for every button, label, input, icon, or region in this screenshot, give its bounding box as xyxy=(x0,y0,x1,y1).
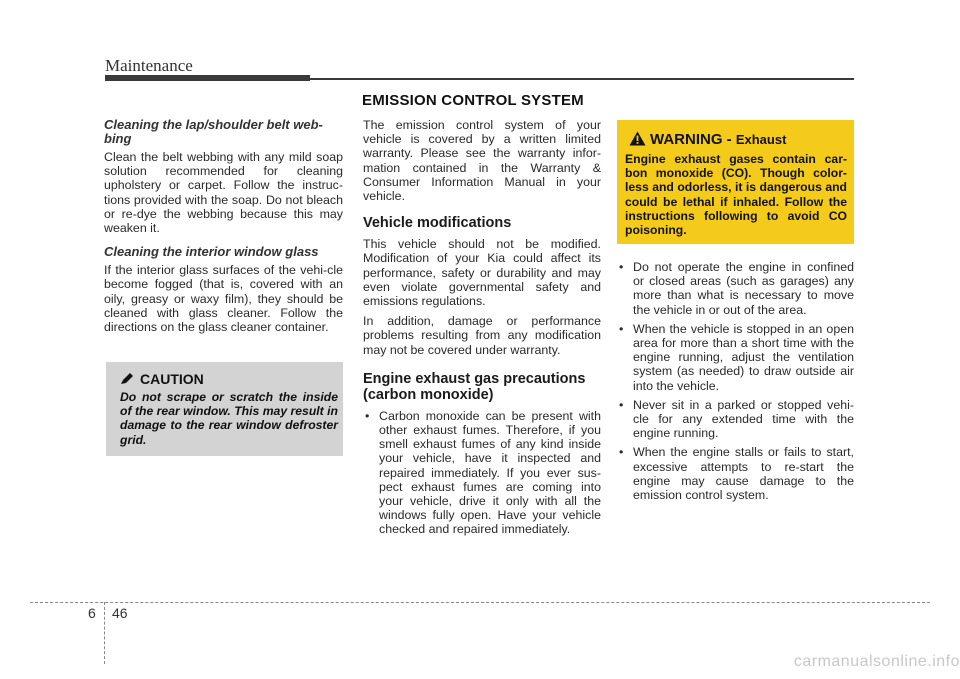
section-title: Maintenance xyxy=(105,56,193,75)
warning-text: Engine exhaust gases contain car-bon monoxide (CO). Though color-less and odorless, it is dangerous and could be lethal if inhaled. Follow the instructions following to avoid CO poisoning. xyxy=(625,152,847,238)
list-item: • When the engine stalls or fails to start, excessive attempts to re-start the engine may cause damage to the emission control system. xyxy=(619,445,854,503)
column-3 xyxy=(617,260,854,507)
list-item: • Do not operate the engine in confined or closed areas (such as garages) any more than what is necessary to move the vehicle in or out of the area. xyxy=(619,260,854,317)
glass-cleaning-heading: Cleaning the interior window glass xyxy=(104,244,319,260)
column-1 xyxy=(104,118,343,342)
header-rule-thick xyxy=(105,75,310,81)
caution-box xyxy=(106,362,343,456)
footer-vertical-divider xyxy=(104,602,105,664)
column-2 xyxy=(363,118,601,542)
caution-heading xyxy=(120,371,204,387)
exhaust-bullet-list xyxy=(363,409,601,537)
glass-cleaning-text: If the interior glass surfaces of the vehi-cle become fogged (that is, covered with an oily, greasy or waxy film), they should be cleaned with glass cleaner. Follow the directions on the glass cleaner container. xyxy=(104,263,343,335)
footer-divider xyxy=(30,602,930,603)
co-precaution-list xyxy=(617,260,854,502)
list-item: • Never sit in a parked or stopped vehi-cle for any extended time with the engine running. xyxy=(619,397,854,441)
warning-heading xyxy=(629,131,786,148)
page-title: EMISSION CONTROL SYSTEM xyxy=(362,92,584,109)
belt-cleaning-text: Clean the belt webbing with any mild soap solution recommended for cleaning upholstery or carpet. Follow the instruc-tions provided with the soap. Do not bleach or re-dye the webbing because this may weaken it. xyxy=(104,150,343,236)
pencil-icon xyxy=(120,373,134,385)
vehicle-modifications-heading: Vehicle modifications xyxy=(363,215,512,232)
warning-triangle-icon xyxy=(629,131,646,146)
modifications-paragraph-2: In addition, damage or performance problems resulting from any modification may not be covered under warranty. xyxy=(363,314,601,357)
caution-text: Do not scrape or scratch the inside of the rear window. This may result in damage to the rear window defroster grid. xyxy=(120,390,338,447)
warning-title: WARNING - xyxy=(650,131,736,148)
header-rule-thin xyxy=(310,78,854,80)
chapter-number: 6 xyxy=(88,605,96,621)
caution-title: CAUTION xyxy=(140,371,204,387)
page-number: 46 xyxy=(112,605,128,621)
list-item: • Carbon monoxide can be present with other exhaust fumes. Therefore, if you smell exhaust fumes of any kind inside your vehicle, have it inspected and repaired immediately. If you ever sus-pect exhaust fumes are coming into your vehicle, drive it only with all the windows fully open. Have your vehicle checked and repaired immediately. xyxy=(365,408,601,537)
warning-box xyxy=(617,120,854,244)
emission-intro-text: The emission control system of your vehicle is covered by a written limited warranty. Please see the warranty infor-mation contained in the Warranty & Consumer Information Manual in your vehicle. xyxy=(363,118,601,204)
watermark: carmanualsonline.info xyxy=(793,653,960,670)
list-item: • When the vehicle is stopped in an open area for more than a short time with the engine running, adjust the ventilation system (as needed) to draw outside air into the vehicle. xyxy=(619,321,854,393)
warning-subtitle: Exhaust xyxy=(735,132,787,147)
belt-cleaning-heading: Cleaning the lap/shoulder belt web-bing xyxy=(104,117,323,146)
exhaust-precautions-heading: Engine exhaust gas precautions (carbon monoxide) xyxy=(363,370,586,403)
modifications-paragraph-1: This vehicle should not be modified. Modification of your Kia could affect its performance, safety or durability and may even violate governmental safety and emissions regulations. xyxy=(363,237,601,309)
